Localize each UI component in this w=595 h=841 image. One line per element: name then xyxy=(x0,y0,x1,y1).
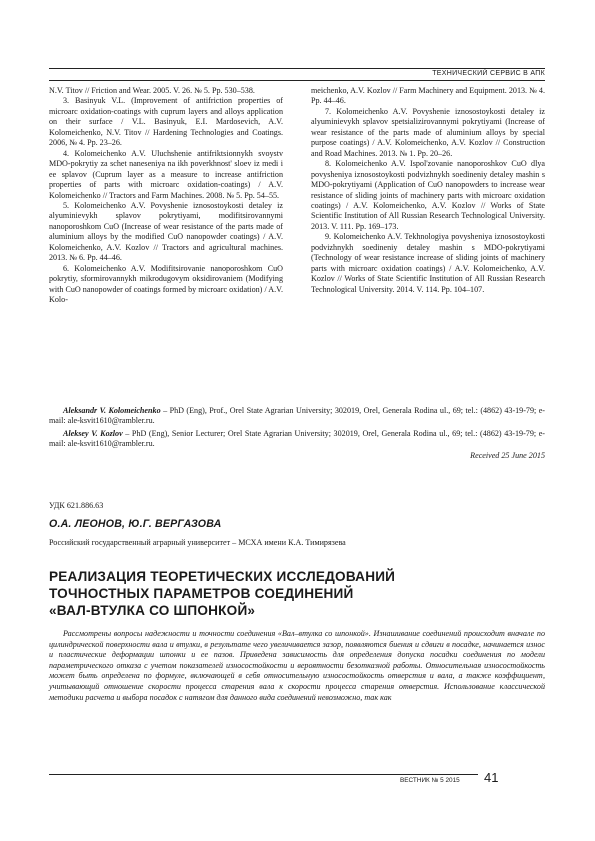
reference-item: 5. Kolomeichenko A.V. Povyshenie iznosostoykosti detaley iz alyuminievykh splavov pokrytiyami, modifitsirovannymi nanoporoshkom CuO (Increase of wear resistance of the parts made of aluminium alloys by the modified CuO nanopowder coatings) / A.V. Kolomeichenko, A.V. Kozlov // Tractors and agricultural machines. 2013. № 6. Pp. 44–46. xyxy=(49,200,283,263)
reference-item: 6. Kolomeichenko A.V. Modifitsirovanie nanoporoshkom CuO pokrytiy, sformirovannykh mikrodugovym oksidirovaniem (Modifying with CuO nanopowder of coatings formed by microarc oxidation) / A.V. Kolo- xyxy=(49,263,283,305)
article-title-line: «ВАЛ-ВТУЛКА СО ШПОНКОЙ» xyxy=(49,603,256,619)
footer-rule xyxy=(49,774,478,775)
udc-code: УДК 621.886.63 xyxy=(49,501,104,510)
reference-item: 9. Kolomeichenko A.V. Tekhnologiya povysheniya iznosostoykosti podvizhnykh soedineniy detaley mashin s MDO-pokrytiyami (Technology of wear resistance increase of sliding joints of machinery parts with microarc oxidation coatings) / A.V. Kolomeichenko, A.V. Kozlov // Works of State Scientific Institution of All Russian Research Technological University. 2014. V. 114. Pp. 104–107. xyxy=(311,232,545,294)
received-date: Received 25 June 2015 xyxy=(470,451,545,460)
author-info xyxy=(49,406,545,427)
journal-issue: ВЕСТНИК № 5 2015 xyxy=(400,777,460,784)
header-rule-bottom xyxy=(49,80,545,81)
references-left-column xyxy=(49,86,283,306)
article-title xyxy=(49,568,545,620)
author-name: Aleksandr V. Kolomeichenko xyxy=(63,406,161,415)
reference-item: 8. Kolomeichenko A.V. Ispol'zovanie nanoporoshkov CuO dlya povysheniya iznosostoykosti podvizhnykh soedineniy detaley mashin s MDO-pokrytiyami (Application of CuO nanopowders to increase wear resistance of sliding joints of machinery parts with microarc oxidation coatings) / A.V. Kolomeichenko, A.V. Kozlov // Works of State Scientific Institution of All Russian Research Technological University. 2013. V. 111. Pp. 169–173. xyxy=(311,159,545,231)
author-details: – PhD (Eng), Senior Lecturer; Orel State Agrarian University; 302019, Orel, Generala Rodina ul., 69; tel.: (4862) 43-19-79; e-mail: ale-ksvit1610@rambler.ru. xyxy=(49,428,545,449)
author-name: Aleksey V. Kozlov xyxy=(63,428,123,438)
abstract: Рассмотрены вопросы надежности и точности соединения «Вал–втулка со шпонкой». Изнашивание соединений происходит вначале по цилиндрической поверхности вала и втулки, в результате чего увеличивается зазор, появляются биения и сдвиги в посадке, начинается износ и пластические деформации шпонки и ее пазов. Приведена зависимость для определения допуска посадки соединения по модели параметрического отказа с учетом показателей износостойкости и вероятности безотказной работы. Относительная износостойкость может быть определена по формуле, включающей в себя относительную износостойкость отверстия и вала, а также коэффициент, учитывающий отношение скорости процесса старения вала к скорости процесса старения отверстия. Использование классической методики расчета и выбора посадок с натягом для данного вида соединений невозможно, так как xyxy=(49,629,545,702)
reference-item: 4. Kolomeichenko A.V. Uluchshenie antifriktsionnykh svoystv MDO-pokrytiy za schet naneseniya na ikh poverkhnost' sloev iz medi i ee splavov (Cuprum layer as a measure to increase antifriction properties of parts with microarc oxidation-coatings) / A.V. Kolomeichenko // Tractors and Farm Machines. 2008. № 5. Pp. 54–55. xyxy=(49,148,283,200)
author-details: – PhD (Eng), Prof., Orel State Agrarian University; 302019, Orel, Generala Rodina ul., 69; tel.: (4862) 43-19-79; e-mail: ale-ksvit1610@rambler.ru. xyxy=(49,406,546,426)
reference-item: N.V. Titov // Friction and Wear. 2005. V. 26. № 5. Pp. 530–538. xyxy=(49,86,255,95)
article-title-line: РЕАЛИЗАЦИЯ ТЕОРЕТИЧЕСКИХ ИССЛЕДОВАНИЙ xyxy=(49,569,396,584)
references-right-column xyxy=(311,86,545,295)
reference-item: meichenko, A.V. Kozlov // Farm Machinery and Equipment. 2013. № 4. Pp. 44–46. xyxy=(311,86,545,106)
affiliation: Российский государственный аграрный университет – МСХА имени К.А. Тимирязева xyxy=(49,538,346,547)
author-info-block xyxy=(49,406,545,452)
reference-item: 3. Basinyuk V.L. (Improvement of antifriction properties of microarc oxidation-coatings with cuprum layers and alloys application on their surface / V.L. Basinyuk, E.I. Mardosevich, A.V. Kolomeichenko, N.V. Titov // Hardening Technologies and Coatings. 2006, № 4. Pp. 23–26. xyxy=(49,96,283,148)
reference-item: 7. Kolomeichenko A.V. Povyshenie iznosostoykosti detaley iz alyuminievykh splavov spetsializirovannymi pokrytiyami (Increase of wear resistance of the parts made of aluminium alloys by special purpose coatings) / A.V. Kolomeichenko, A.V. Kozlov // Construction and Road Machines. 2013. № 1. Pp. 20–26. xyxy=(311,106,545,158)
article-title-line: ТОЧНОСТНЫХ ПАРАМЕТРОВ СОЕДИНЕНИЙ xyxy=(49,586,354,602)
running-header: ТЕХНИЧЕСКИЙ СЕРВИС В АПК xyxy=(432,70,545,77)
header-rule-top xyxy=(49,68,545,69)
article-authors: О.А. ЛЕОНОВ, Ю.Г. ВЕРГАЗОВА xyxy=(49,518,222,530)
page-number: 41 xyxy=(484,770,499,785)
author-info xyxy=(49,429,545,450)
